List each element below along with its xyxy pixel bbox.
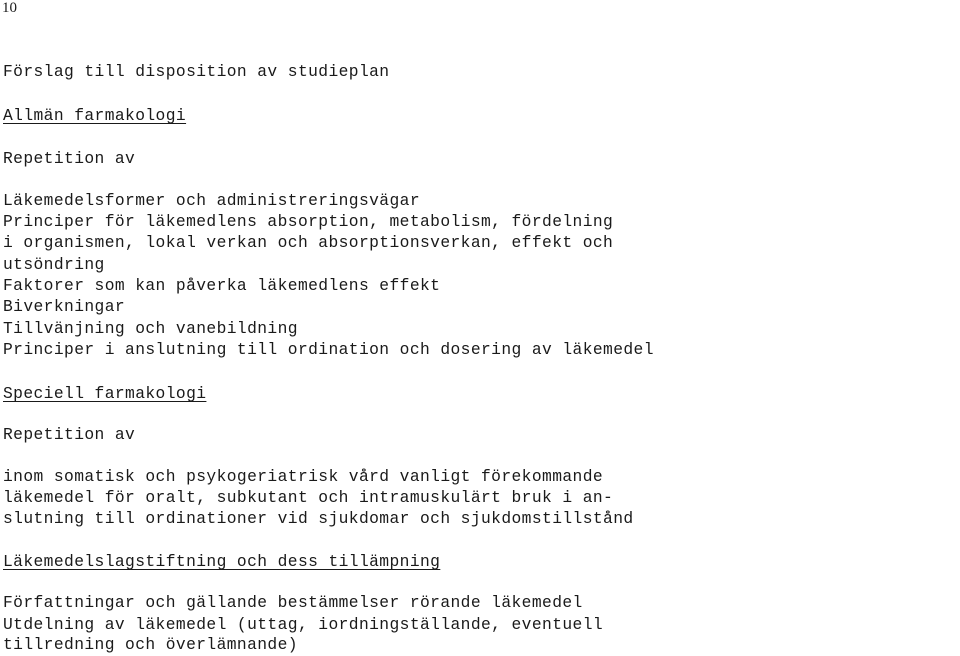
text-line: Faktorer som kan påverka läkemedlens effekt xyxy=(3,276,441,295)
document-body xyxy=(3,0,953,654)
text-line: inom somatisk och psykogeriatrisk vård vanligt förekommande xyxy=(3,467,604,486)
text-line: Principer i anslutning till ordination och dosering av läkemedel xyxy=(3,340,654,359)
text-line: läkemedel för oralt, subkutant och intramuskulärt bruk i an- xyxy=(3,488,614,507)
section-heading-allman-farmakologi: Allmän farmakologi xyxy=(3,106,187,125)
text-line: slutning till ordinationer vid sjukdomar och sjukdomstillstånd xyxy=(3,509,634,528)
section-intro: Repetition av xyxy=(3,425,136,444)
text-line: Läkemedelsformer och administreringsvägar xyxy=(3,191,420,210)
document-title: Förslag till disposition av studieplan xyxy=(3,62,390,81)
text-line: Utdelning av läkemedel (uttag, iordningställande, eventuell xyxy=(3,615,604,634)
text-line: Författningar och gällande bestämmelser rörande läkemedel xyxy=(3,593,583,612)
section-heading-speciell-farmakologi: Speciell farmakologi xyxy=(3,384,207,403)
text-line: tillredning och överlämnande) xyxy=(3,635,298,654)
text-line: i organismen, lokal verkan och absorptionsverkan, effekt och xyxy=(3,233,614,252)
section-intro: Repetition av xyxy=(3,149,136,168)
text-line: utsöndring xyxy=(3,255,105,274)
section-heading-lakemedelslagstiftning: Läkemedelslagstiftning och dess tillämpning xyxy=(3,552,441,571)
page-number: 10 xyxy=(2,0,17,16)
text-line: Tillvänjning och vanebildning xyxy=(3,319,298,338)
text-line: Biverkningar xyxy=(3,297,126,316)
text-line: Principer för läkemedlens absorption, metabolism, fördelning xyxy=(3,212,614,231)
